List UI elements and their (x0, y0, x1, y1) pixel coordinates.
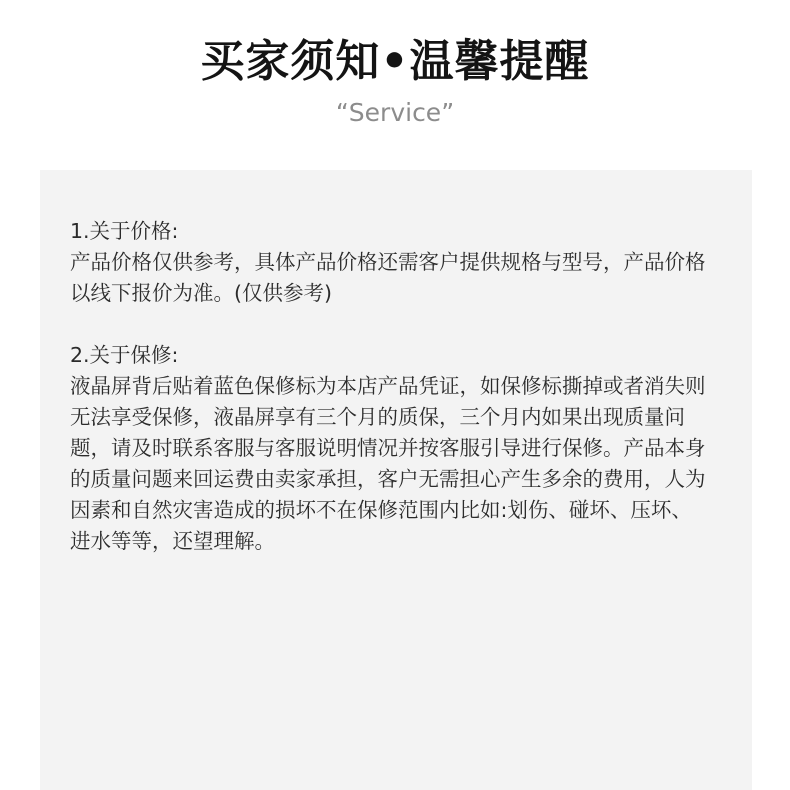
notice-content (70, 216, 710, 557)
price-section-heading: 1.关于价格: (70, 219, 179, 243)
warranty-section-heading: 2.关于保修: (70, 343, 179, 367)
page-title: 买家须知•温馨提醒 (200, 36, 590, 87)
notice-panel (40, 170, 752, 790)
price-section-body: 产品价格仅供参考，具体产品价格还需客户提供规格与型号，产品价格以线下报价为准。(仅供参考) (70, 250, 706, 305)
warranty-section-body: 液晶屏背后贴着蓝色保修标为本店产品凭证，如保修标撕掉或者消失则无法享受保修，液晶屏享有三个月的质保，三个月内如果出现质量问题，请及时联系客服与客服说明情况并按客服引导进行保修。产品本身的质量问题来回运费由卖家承担，客户无需担心产生多余的费用，人为因素和自然灾害造成的损坏不在保修范围内比如:划伤、碰坏、压坏、进水等等，还望理解。 (70, 374, 706, 553)
warranty-section (70, 340, 710, 557)
price-section (70, 216, 710, 309)
page-subtitle: “Service” (335, 98, 455, 127)
